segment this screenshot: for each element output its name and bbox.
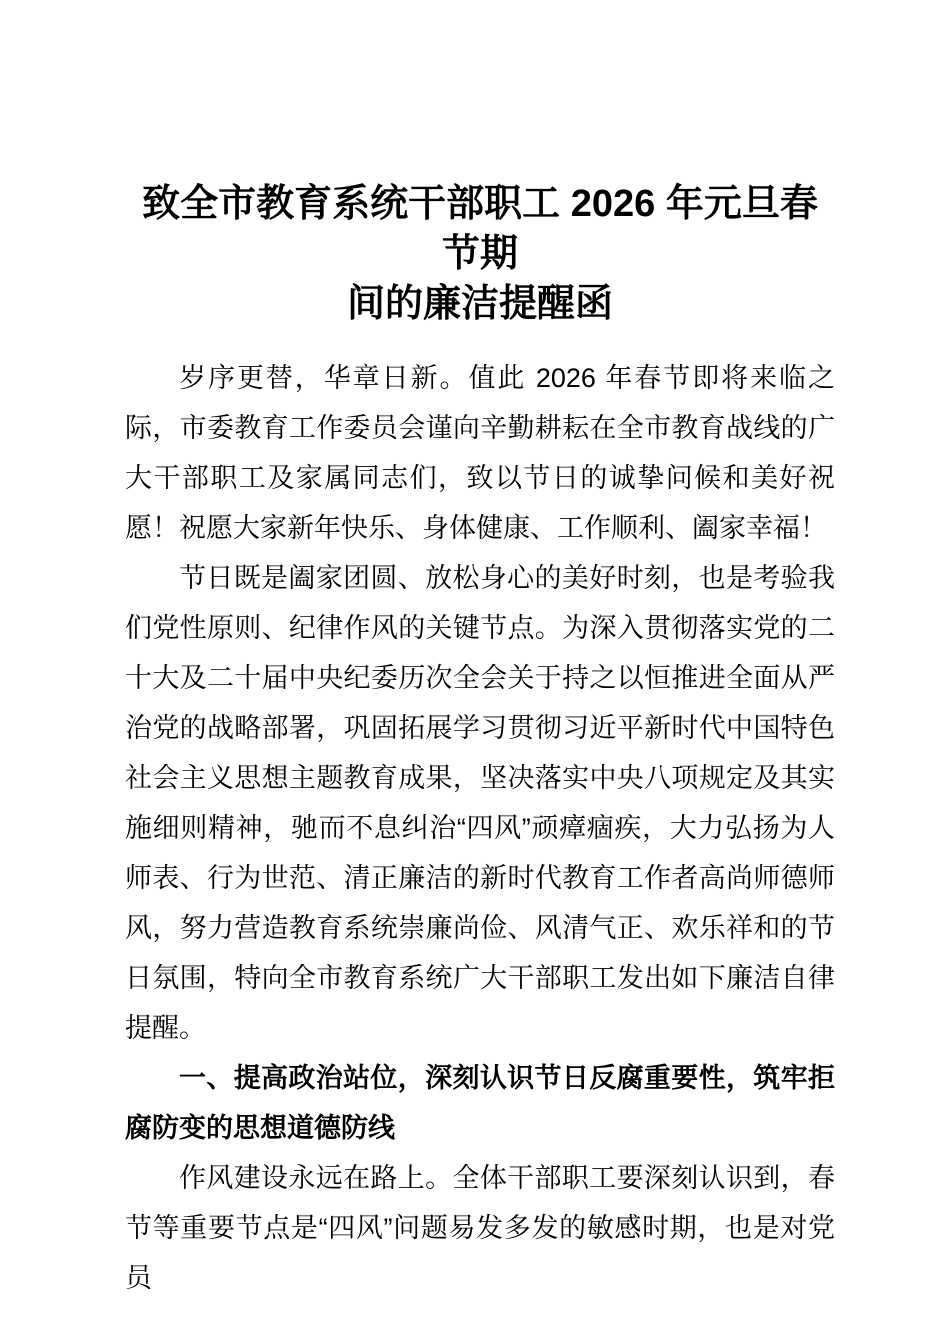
document-title-line-2: 间的廉洁提醒函 — [346, 283, 613, 325]
section-heading-1: 一、提高政治站位，深刻认识节日反腐重要性，筑牢拒腐防变的思想道德防线 — [125, 1063, 835, 1143]
document-title — [125, 179, 835, 329]
paragraph-context: 节日既是阖家团圆、放松身心的美好时刻，也是考验我们党性原则、纪律作风的关键节点。为深入贯彻落实党的二十大及二十届中央纪委历次全会关于持之以恒推进全面从严治党的战略部署，巩固拓展学习贯彻习近平新时代中国特色社会主义思想主题教育成果，坚决落实中央八项规定及其实施细则精神，驰而不息纠治“四风”顽瘴痼疾，大力弘扬为人师表、行为世范、清正廉洁的新时代教育工作者高尚师德师风，努力营造教育系统崇廉尚俭、风清气正、欢乐祥和的节日氛围，特向全市教育系统广大干部职工发出如下廉洁自律提醒。 — [125, 563, 835, 1043]
document-title-line-1: 致全市教育系统干部职工 2026 年元旦春节期 — [142, 183, 818, 275]
paragraph-section-1-body: 作风建设永远在路上。全体干部职工要深刻认识到，春节等重要节点是“四风”问题易发多发的敏感时期，也是对党员 — [125, 1163, 835, 1293]
paragraph-greeting: 岁序更替，华章日新。值此 2026 年春节即将来临之际，市委教育工作委员会谨向辛勤耕耘在全市教育战线的广大干部职工及家属同志们，致以节日的诚挚问候和美好祝愿！祝愿大家新年快乐、身体健康、工作顺利、阖家幸福！ — [125, 363, 835, 543]
document-body — [125, 353, 835, 1303]
